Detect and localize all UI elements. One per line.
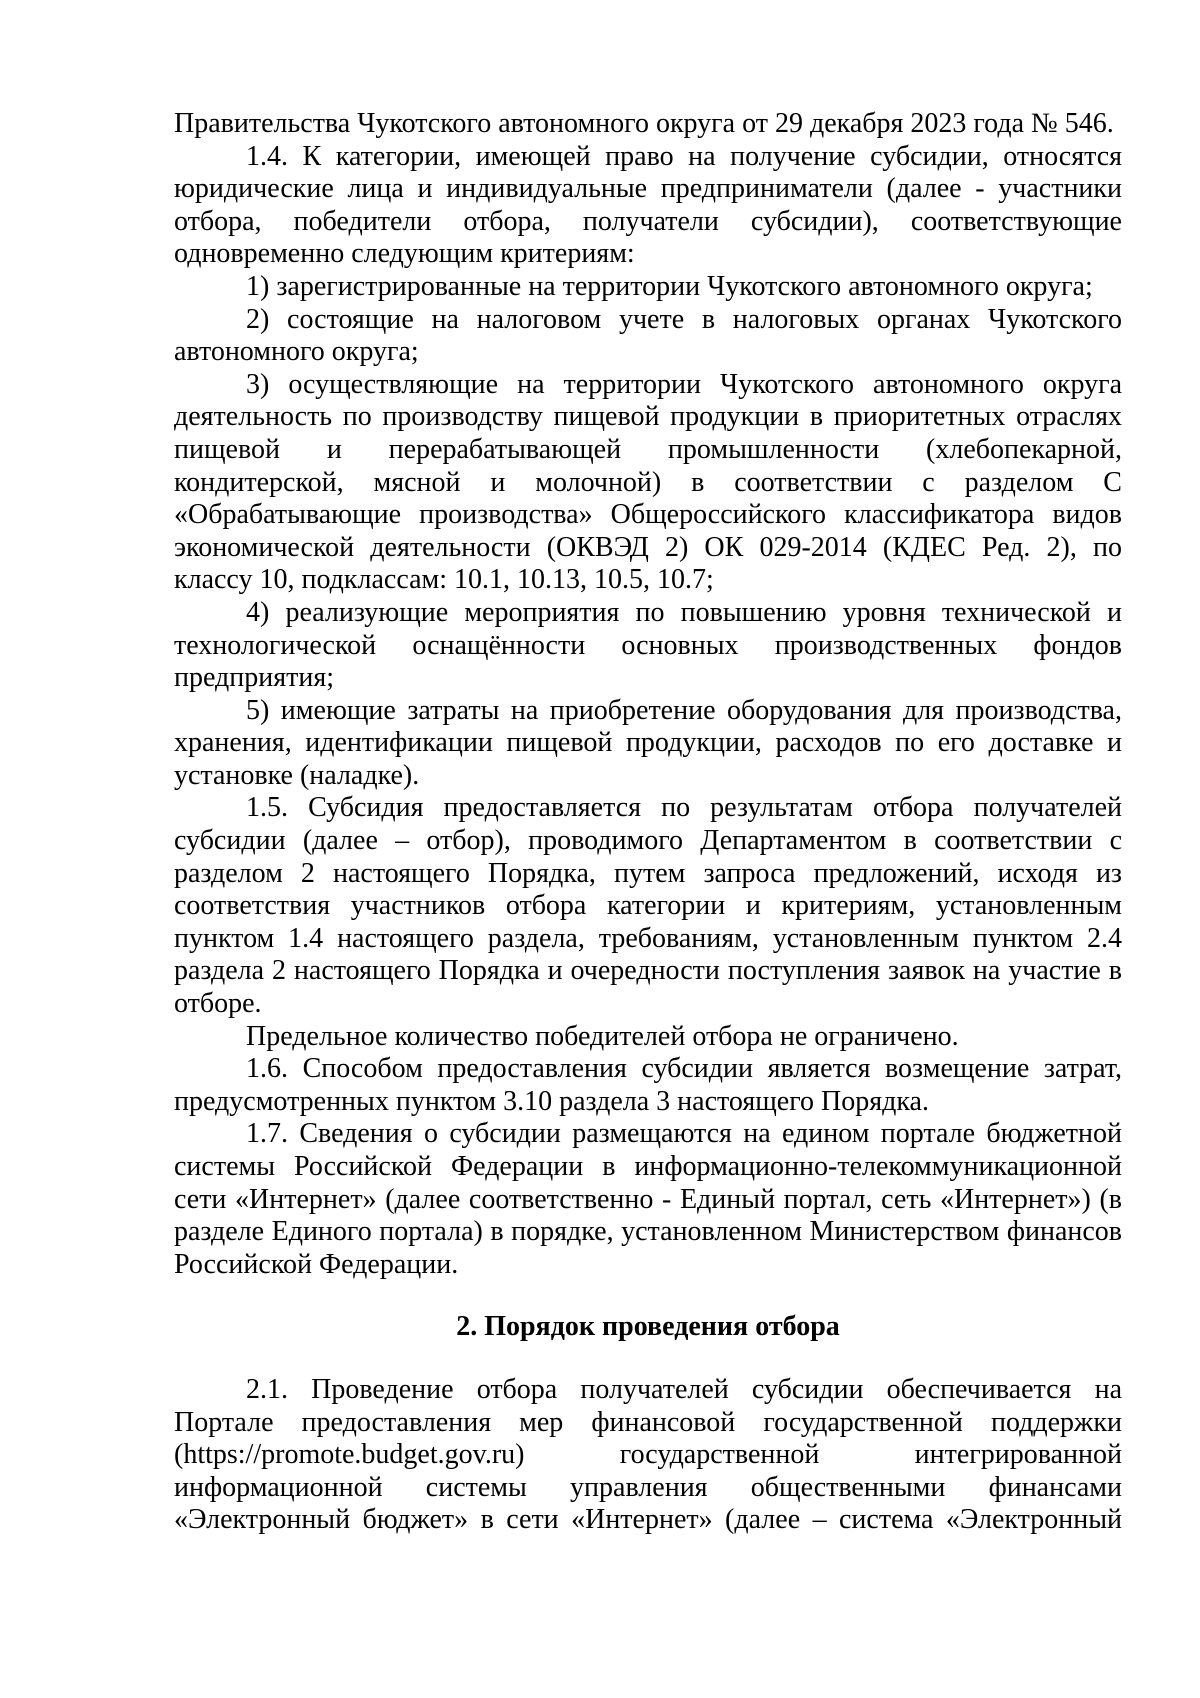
paragraph-1-4: 1.4. К категории, имеющей право на получение субсидии, относятся юридические лица и индивидуальные предприниматели (далее - участники отбора, победители отбора, получатели субсидии), соответствующие одновременно следующим критериям: — [174, 140, 1122, 270]
section-heading: 2. Порядок проведения отбора — [456, 1311, 840, 1343]
document-page — [174, 108, 1122, 1537]
paragraph-continuation: Правительства Чукотского автономного округа от 29 декабря 2023 года № 546. — [174, 108, 1114, 139]
paragraph-1-5: 1.5. Субсидия предоставляется по результатам отбора получателей субсидии (далее – отбор), проводимого Департаментом в соответствии с разделом 2 настоящего Порядка, путем запроса предложений, исходя из соответствия участников отбора категории и критериям, установленным пунктом 1.4 настоящего раздела, требованиям, установленным пунктом 2.4 раздела 2 настоящего Порядка и очередности поступления заявок на участие в отборе. — [174, 792, 1122, 1020]
paragraph-2-1: 2.1. Проведение отбора получателей субсидии обеспечивается на Портале предоставления мер финансовой государственной поддержки (https://promote.budget.gov.ru) государственной интегрированной информационной системы управления общественными финансами «Электронный бюджет» в сети «Интернет» (далее – система «Электронный — [174, 1373, 1122, 1536]
criterion-4: 4) реализующие мероприятия по повышению уровня технической и технологической оснащённости основных производственных фондов предприятия; — [174, 596, 1122, 694]
paragraph-1-7: 1.7. Сведения о субсидии размещаются на едином портале бюджетной системы Российской Федерации в информационно-телекоммуникационной сети «Интернет» (далее соответственно - Единый портал, сеть «Интернет») (в разделе Единого портала) в порядке, установленном Министерством финансов Российской Федерации. — [174, 1118, 1122, 1280]
paragraph-winners-limit: Предельное количество победителей отбора не ограничено. — [246, 1020, 959, 1052]
criterion-1: 1) зарегистрированные на территории Чукотского автономного округа; — [246, 270, 1093, 302]
criterion-5: 5) имеющие затраты на приобретение оборудования для производства, хранения, идентификации пищевой продукции, расходов по его доставке и установке (наладке). — [174, 694, 1122, 791]
paragraph-1-6: 1.6. Способом предоставления субсидии является возмещение затрат, предусмотренных пунктом 3.10 раздела 3 настоящего Порядка. — [174, 1053, 1122, 1117]
criterion-2: 2) состоящие на налоговом учете в налоговых органах Чукотского автономного округа; — [174, 303, 1122, 368]
criterion-3: 3) осуществляющие на территории Чукотского автономного округа деятельность по производству пищевой продукции в приоритетных отраслях пищевой и перерабатывающей промышленности (хлебопекарной, кондитерской, мясной и молочной) в соответствии с разделом С «Обрабатывающие производства» Общероссийского классификатора видов экономической деятельности (ОКВЭД 2) ОК 029-2014 (КДЕС Ред. 2), по классу 10, подклассам: 10.1, 10.13, 10.5, 10.7; — [174, 368, 1122, 596]
